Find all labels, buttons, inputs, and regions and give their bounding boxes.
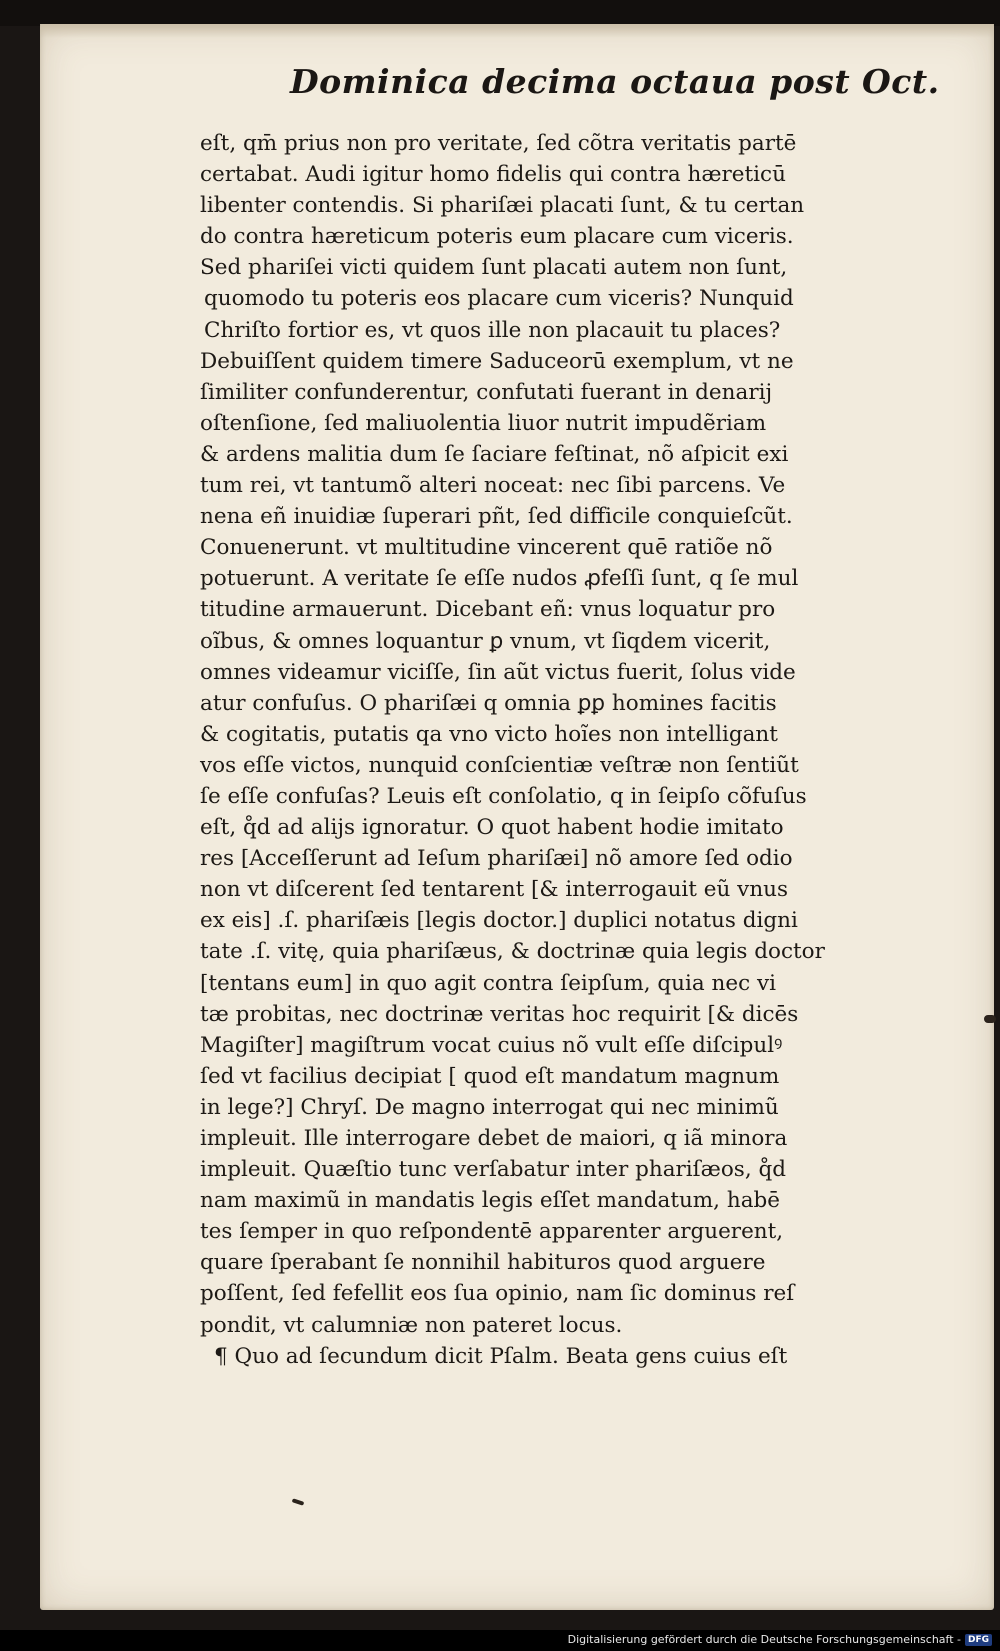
text-line: & ardens malitia dum ſe ſaciare feſtinat, nõ aſpicit exi bbox=[200, 441, 789, 467]
text-line: nam maximũ in mandatis legis eſſet mandatum, habē bbox=[200, 1188, 781, 1214]
text-line: potuerunt. A veritate ſe eſſe nudos ꝓfeſſi ſunt, q ſe mul bbox=[200, 566, 799, 592]
text-line: res [Acceſſerunt ad Ieſum phariſæi] nõ amore ſed odio bbox=[200, 846, 793, 872]
text-line: do contra hæreticum poteris eum placare cum viceris. bbox=[200, 224, 794, 250]
text-line: impleuit. Ille interrogare debet de maiori, q iã minora bbox=[200, 1126, 788, 1151]
body-text bbox=[200, 128, 880, 1372]
text-line: oſtenſione, ſed maliuolentia liuor nutrit impudẽriam bbox=[200, 410, 767, 436]
credit-text: Digitalisierung gefördert durch die Deutsche Forschungsgemeinschaft - bbox=[567, 1633, 961, 1646]
text-line: quomodo tu poteris eos placare cum viceris? Nunquid bbox=[204, 286, 794, 312]
text-line: in lege?] Chryſ. De magno interrogat qui nec minimũ bbox=[200, 1094, 779, 1120]
running-head: Dominica decima octaua post Oct. bbox=[290, 62, 940, 101]
text-line: poſſent, ſed fefellit eos ſua opinio, nam ſic dominus reſ bbox=[200, 1281, 795, 1307]
text-line: libenter contendis. Si phariſæi placati ſunt, & tu certan bbox=[200, 193, 805, 219]
text-line: [tentans eum] in quo agit contra ſeipſum, quia nec vi bbox=[200, 970, 777, 996]
text-line: Magiſter] magiſtrum vocat cuius nõ vult eſſe diſcipulꝰ bbox=[200, 1032, 783, 1058]
scan-top-edge bbox=[0, 0, 1000, 26]
text-line: Chriſto fortior es, vt quos ille non placauit tu places? bbox=[204, 317, 781, 343]
text-line: & cogitatis, putatis qa vno victo hoĩes non intelligant bbox=[200, 721, 778, 747]
text-line: tæ probitas, nec doctrinæ veritas hoc requirit [& dicēs bbox=[200, 1001, 799, 1027]
text-line: Conuenerunt. vt multitudine vincerent quē ratiõe nõ bbox=[200, 535, 773, 561]
text-line: Sed phariſei victi quidem ſunt placati autem non ſunt, bbox=[200, 255, 788, 281]
text-line: pondit, vt calumniæ non pateret locus. bbox=[200, 1312, 623, 1338]
text-line: vos eſſe victos, nunquid conſcientiæ veſtræ non ſentiũt bbox=[200, 752, 799, 778]
text-line: ſe eſſe confuſas? Leuis eſt conſolatio, q in ſeipſo cõfuſus bbox=[200, 783, 807, 809]
digitization-credit bbox=[568, 1633, 992, 1646]
paragraph-start-line: ¶ Quo ad ſecundum dicit Pſalm. Beata gens cuius eſt bbox=[214, 1343, 788, 1369]
edge-ink-mark bbox=[984, 1015, 996, 1023]
text-line: quare ſperabant ſe nonnihil habituros quod arguere bbox=[200, 1250, 766, 1276]
text-line: titudine armauerunt. Dicebant eñ: vnus loquatur pro bbox=[200, 597, 776, 623]
text-line: tes ſemper in quo reſpondentē apparenter arguerent, bbox=[200, 1219, 784, 1245]
text-line: tate .ſ. vitę, quia phariſæus, & doctrinæ quia legis doctor bbox=[200, 939, 825, 965]
text-line: omnes videamur viciſſe, ſin aũt victus fuerit, ſolus vide bbox=[200, 659, 796, 685]
text-line: nena eñ inuidiæ ſuperari pñt, ſed difficile conquieſcũt. bbox=[200, 504, 793, 530]
text-line: impleuit. Quæſtio tunc verſabatur inter phariſæos, q̊d bbox=[200, 1157, 787, 1183]
text-line: non vt diſcerent ſed tentarent [& interrogauit eũ vnus bbox=[200, 877, 789, 903]
dfg-logo: DFG bbox=[965, 1634, 992, 1646]
text-line: ſimiliter confunderentur, confutati fuerant in denarij bbox=[200, 379, 773, 405]
text-line: ex eis] .ſ. phariſæis [legis doctor.] duplici notatus digni bbox=[200, 908, 798, 934]
text-line: certabat. Audi igitur homo fidelis qui contra hæreticū bbox=[200, 162, 786, 188]
text-line: oĩbus, & omnes loquantur ꝑ vnum, vt ſiqdem vicerit, bbox=[200, 628, 771, 654]
text-line: tum rei, vt tantumõ alteri noceat: nec ſibi parcens. Ve bbox=[200, 473, 786, 499]
text-line: eſt, qm̄ prius non pro veritate, ſed cõtra veritatis partē bbox=[200, 131, 797, 156]
text-line: Debuiſſent quidem timere Saduceorū exemplum, vt ne bbox=[200, 348, 794, 374]
text-line: eſt, q̊d ad alijs ignoratur. O quot habent hodie imitato bbox=[200, 815, 784, 841]
text-line: atur confuſus. O phariſæi q omnia ꝑꝑ homines facitis bbox=[200, 690, 777, 716]
text-line: ſed vt facilius decipiat [ quod eſt mandatum magnum bbox=[200, 1063, 780, 1089]
